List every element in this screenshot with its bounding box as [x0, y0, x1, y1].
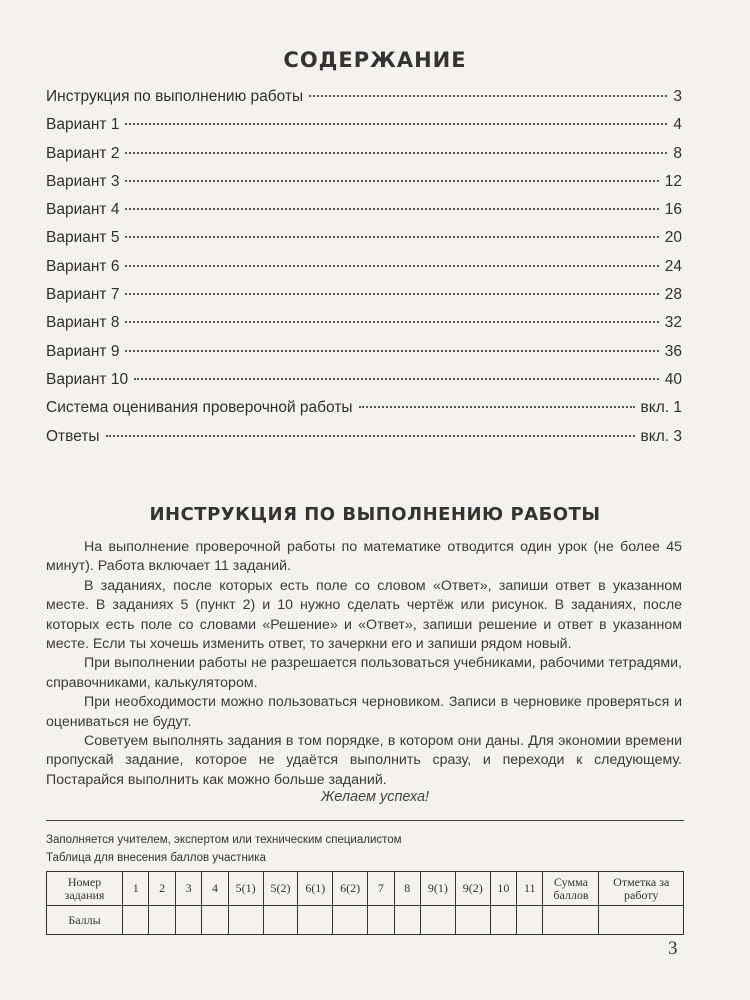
- toc-leader-dots: [134, 378, 659, 380]
- score-entry-cell[interactable]: [420, 906, 455, 935]
- score-entry-cell[interactable]: [263, 906, 298, 935]
- score-table-header-row: [47, 872, 684, 906]
- toc-entry-page: 28: [664, 286, 682, 304]
- toc-entry-label: Ответы: [46, 427, 100, 445]
- score-entry-cell[interactable]: [455, 906, 490, 935]
- toc-entry: [46, 145, 682, 173]
- score-entry-cell[interactable]: [202, 906, 228, 935]
- toc-entry-page: 36: [664, 342, 682, 360]
- toc-entry-page: 20: [664, 229, 682, 247]
- score-entry-cell[interactable]: [298, 906, 333, 935]
- task-number-cell: 8: [394, 872, 420, 906]
- score-entry-cell[interactable]: [394, 906, 420, 935]
- score-entry-cell[interactable]: [517, 906, 543, 935]
- toc-leader-dots: [125, 265, 658, 267]
- toc-entry-label: Вариант 8: [46, 314, 120, 332]
- closing-wish: Желаем успеха!: [320, 789, 430, 805]
- toc-entry: [46, 371, 682, 399]
- task-number-cell: 6(2): [333, 872, 368, 906]
- toc-entry-label: Инструкция по выполнению работы: [46, 88, 304, 105]
- toc-entry-page: 4: [673, 116, 682, 134]
- task-number-cell: 10: [490, 872, 516, 906]
- instructions-paragraph: На выполнение проверочной работы по математике отводится один урок (не более 45 минут). Работа включает 11 заданий.: [46, 539, 682, 575]
- toc-entry-page: вкл. 3: [640, 427, 682, 445]
- task-number-cell: 11: [517, 872, 543, 906]
- toc-entry: [46, 116, 682, 144]
- task-number-cell: 9(1): [420, 872, 455, 906]
- instructions-paragraph: Советуем выполнять задания в том порядке, в котором они даны. Для экономии времени пропускай задание, которое не удаётся выполнить сразу, и переходи к следующему. Постарайся выполнить как можно больше заданий.: [46, 733, 682, 788]
- toc-leader-dots: [106, 435, 635, 437]
- instructions-paragraph: При необходимости можно пользоваться черновиком. Записи в черновике проверяться и оцениваться не будут.: [46, 694, 682, 730]
- score-entry-cell[interactable]: [599, 906, 684, 935]
- score-entry-cell[interactable]: [543, 906, 599, 935]
- task-number-cell: 6(1): [298, 872, 333, 906]
- toc-leader-dots: [125, 321, 658, 323]
- toc-entry: [46, 88, 682, 116]
- toc-entry-label: Вариант 4: [46, 201, 120, 219]
- toc-leader-dots: [125, 350, 658, 352]
- toc-entry: [46, 343, 682, 371]
- task-number-cell: 4: [202, 872, 228, 906]
- toc-entry-label: Вариант 3: [46, 172, 120, 190]
- toc-entry-page: 24: [664, 257, 682, 275]
- instructions-paragraph: При выполнении работы не разрешается пользоваться учебниками, рабочими тетрадями, справочниками, калькулятором.: [46, 655, 682, 691]
- toc-entry-label: Вариант 10: [46, 370, 129, 388]
- toc-leader-dots: [125, 293, 658, 295]
- toc-entry: [46, 428, 682, 456]
- toc-entry-page: 8: [673, 144, 682, 162]
- toc-entry-label: Вариант 1: [46, 116, 120, 134]
- toc-entry-page: 32: [664, 314, 682, 332]
- score-entry-cell[interactable]: [333, 906, 368, 935]
- toc-entry-label: Вариант 7: [46, 286, 120, 304]
- toc-leader-dots: [125, 236, 658, 238]
- toc-leader-dots: [125, 123, 667, 125]
- filled-by-note: Заполняется учителем, экспертом или техническим специалистом: [46, 834, 402, 846]
- toc-entry: [46, 286, 682, 314]
- toc-leader-dots: [309, 95, 667, 97]
- score-table: [46, 871, 684, 935]
- instructions-body: [46, 538, 682, 790]
- toc-leader-dots: [125, 208, 658, 210]
- table-of-contents: [46, 88, 682, 456]
- toc-entry-page: 16: [664, 201, 682, 219]
- mark-header: Отметка за работу: [599, 872, 684, 906]
- toc-title: СОДЕРЖАНИЕ: [283, 48, 467, 72]
- score-entry-cell[interactable]: [368, 906, 394, 935]
- toc-entry-label: Вариант 5: [46, 229, 120, 247]
- toc-leader-dots: [359, 406, 635, 408]
- toc-entry-label: Вариант 9: [46, 342, 120, 360]
- toc-entry-page: 40: [664, 370, 682, 388]
- score-entry-cell[interactable]: [175, 906, 201, 935]
- task-number-header: Номер задания: [47, 872, 123, 906]
- task-number-cell: 5(1): [228, 872, 263, 906]
- task-number-cell: 3: [175, 872, 201, 906]
- instructions-paragraph: В заданиях, после которых есть поле со словом «Ответ», запиши ответ в указанном месте. В заданиях 5 (пункт 2) и 10 нужно сделать чертёж или рисунок. В заданиях, после которых есть поле со словами «Решение» и «Ответ», запиши решение и ответ в указанном месте. Если ты хочешь изменить ответ, то зачеркни его и запиши рядом новый.: [46, 577, 682, 653]
- instructions-title: ИНСТРУКЦИЯ ПО ВЫПОЛНЕНИЮ РАБОТЫ: [149, 504, 601, 525]
- toc-entry-label: Вариант 2: [46, 144, 120, 162]
- task-number-cell: 5(2): [263, 872, 298, 906]
- toc-leader-dots: [125, 152, 667, 154]
- score-table-score-row: [47, 906, 684, 935]
- page-number: 3: [668, 938, 678, 959]
- score-label-cell: Баллы: [47, 906, 123, 935]
- toc-entry: [46, 258, 682, 286]
- sum-header: Сумма баллов: [543, 872, 599, 906]
- toc-entry: [46, 173, 682, 201]
- toc-entry-page: вкл. 1: [640, 399, 682, 417]
- toc-entry-label: Вариант 6: [46, 257, 120, 275]
- toc-entry-page: 12: [664, 172, 682, 190]
- score-entry-cell[interactable]: [149, 906, 175, 935]
- toc-entry-label: Система оценивания проверочной работы: [46, 399, 353, 417]
- score-entry-cell[interactable]: [228, 906, 263, 935]
- task-number-cell: 2: [149, 872, 175, 906]
- toc-entry: [46, 229, 682, 257]
- divider: [46, 820, 684, 821]
- task-number-cell: 9(2): [455, 872, 490, 906]
- toc-leader-dots: [125, 180, 658, 182]
- toc-entry-page: 3: [673, 88, 682, 105]
- task-number-cell: 1: [123, 872, 149, 906]
- toc-entry: [46, 314, 682, 342]
- toc-entry: [46, 201, 682, 229]
- task-number-cell: 7: [368, 872, 394, 906]
- score-entry-cell[interactable]: [490, 906, 516, 935]
- toc-entry: [46, 399, 682, 427]
- score-table-caption: Таблица для внесения баллов участника: [46, 852, 266, 864]
- score-entry-cell[interactable]: [123, 906, 149, 935]
